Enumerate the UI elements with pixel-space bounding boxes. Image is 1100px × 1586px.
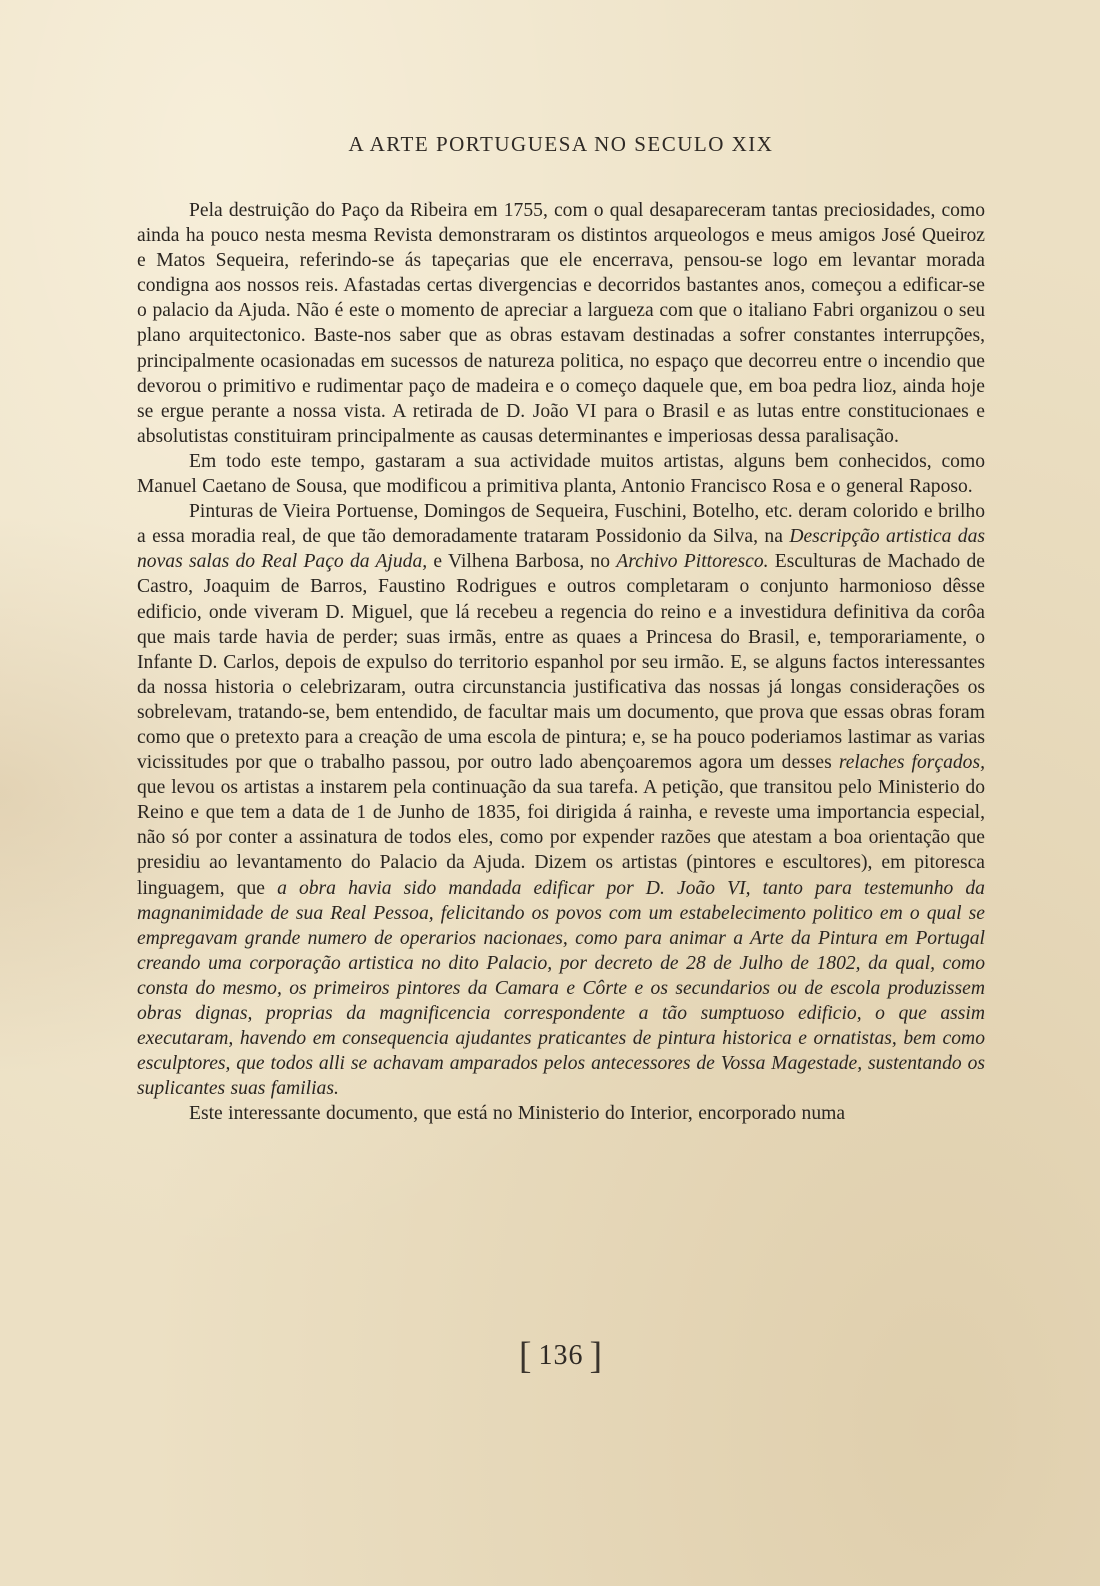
- running-head: A ARTE PORTUGUESA NO SECULO XIX: [348, 132, 774, 156]
- text-segment: Pela destruição do Paço da Ribeira em 1755, com o qual desapareceram tantas preciosidades, como ainda ha pouco nesta mesma Revista demonstraram os distintos arqueologos e meus amigos José Queiroz e Matos Sequeira, referindo-se ás tapeçarias que ele encerrava, pensou-se logo em levantar morada condigna aos nossos reis. Afastadas certas divergencias e decorridos bastantes anos, começou a edificar-se o palacio da Ajuda. Não é este o momento de apreciar a largueza com que o italiano Fabri organizou o seu plano arquitectonico. Baste-nos saber que as obras estavam destinadas a sofrer constantes interrupções, principalmente ocasionadas em sucessos de natureza politica, no espaço que decorreu entre o incendio que devorou o primitivo e rudimentar paço de madeira e o começo daquele que, em boa pedra lioz, ainda hoje se ergue perante a nossa vista. A retirada de D. João VI para o Brasil e as lutas entre constitucionaes e absolutistas constituiram principalmente as causas determinantes e imperiosas dessa paralisação.: [137, 200, 985, 447]
- text-segment: e Vilhena Barbosa, no: [427, 551, 617, 573]
- text-segment: Esculturas de Machado de Castro, Joaquim de Barros, Faustino Rodrigues e outros completaram o conjunto harmonioso dêsse edificio, onde viveram D. Miguel, que lá recebeu a regencia do reino e a investidura definitiva da corôa que mais tarde havia de perder; suas irmãs, entre as quaes a Princesa do Brasil, e, temporariamente, o Infante D. Carlos, depois de expulso do territorio espanhol por seu irmão. E, se alguns factos interessantes da nossa historia o celebrizaram, outra circunstancia justificativa das nossas já longas considerações os sobrelevam, tratando-se, bem entendido, de facultar mais um documento, que prova que essas obras foram como que o pretexto para a creação de uma escola de pintura; e, se ha pouco poderiamos lastimar as varias vicissitudes por que o trabalho passou, por outro lado abençoaremos agora um desses: [137, 551, 985, 774]
- document-page: [137, 0, 985, 1586]
- right-bracket-icon: ]: [589, 1335, 604, 1377]
- quoted-petition: a obra havia sido mandada edificar por D. João VI, tanto para testemunho da magnanimidade de sua Real Pessoa, felicitando os povos com um estabelecimento politico em o qual se empregavam grande numero de operarios nacionaes, como para animar a Arte da Pintura em Portugal creando uma corporação artistica no dito Palacio, por decreto de 28 de Julho de 1802, da qual, como consta do mesmo, os primeiros pintores da Camara e Côrte e os secundarios ou de escola produzissem obras dignas, proprias da magnificencia correspondente a tão sumptuoso edificio, o que assim executaram, havendo em consequencia ajudantes praticantes de pintura historica e ornatistas, bem como esculptores, que todos alli se achavam amparados pelos antecessores de Vossa Magestade, sustentando os suplicantes suas familias.: [137, 877, 985, 1100]
- italic-phrase: relaches forçados,: [838, 752, 986, 774]
- paragraph-4: [137, 1101, 985, 1126]
- text-segment: Este interessante documento, que está no Ministerio do Interior, encorporado numa: [189, 1103, 846, 1125]
- text-segment: Pinturas de Vieira Portuense, Domingos de Sequeira, Fuschini, Botelho, etc. deram colorido e brilho a essa moradia real, de que tão demoradamente trataram Possidonio da Silva, na: [137, 501, 985, 548]
- book-title: Descripção artistica das novas salas do Real Paço da Ajuda,: [137, 526, 985, 573]
- page-number-value: 136: [538, 1340, 584, 1371]
- page-number: [137, 1334, 985, 1378]
- text-segment: que levou os artistas a instarem pela continuação da sua tarefa. A petição, que transitou pelo Ministerio do Reino e que tem a data de 1 de Junho de 1835, foi dirigida á rainha, e reveste uma importancia especial, não só por conter a assinatura de todos eles, como por expender razões que atestam a boa orientação que presidiu ao levantamento do Palacio da Ajuda. Dizem os artistas (pintores e escultores), em pitoresca linguagem, que: [137, 777, 985, 899]
- text-segment: Em todo este tempo, gastaram a sua actividade muitos artistas, alguns bem conhecidos, como Manuel Caetano de Sousa, que modificou a primitiva planta, Antonio Francisco Rosa e o general Raposo.: [137, 450, 985, 498]
- body-text: [137, 198, 985, 1126]
- paragraph-3: [137, 499, 985, 1101]
- paragraph-2: [137, 449, 985, 499]
- periodical-title: Archivo Pittoresco.: [616, 551, 769, 573]
- left-bracket-icon: [: [518, 1335, 533, 1377]
- paragraph-1: [137, 198, 985, 449]
